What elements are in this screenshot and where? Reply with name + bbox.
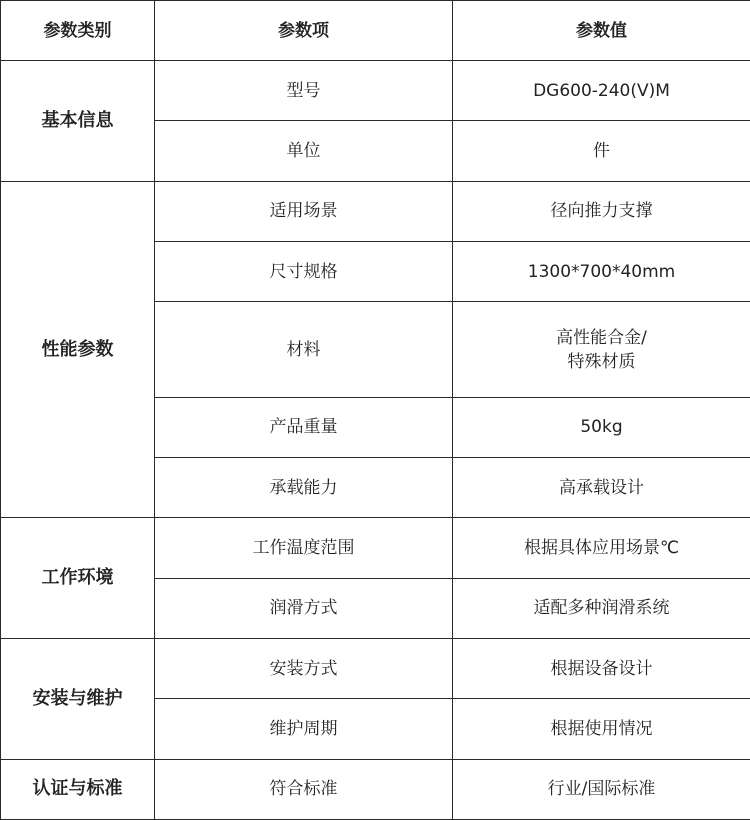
param-item: 润滑方式 (155, 578, 453, 638)
param-value: 高承载设计 (453, 458, 750, 518)
header-item: 参数项 (155, 1, 453, 61)
header-value: 参数值 (453, 1, 750, 61)
param-value: 根据使用情况 (453, 699, 750, 759)
param-item: 尺寸规格 (155, 241, 453, 301)
param-item: 安装方式 (155, 639, 453, 699)
table-row (1, 759, 750, 819)
param-value: 高性能合金/ 特殊材质 (453, 302, 750, 398)
param-item: 型号 (155, 61, 453, 121)
table-row (1, 181, 750, 241)
category-basic-info: 基本信息 (1, 61, 155, 182)
category-certification-standards: 认证与标准 (1, 759, 155, 819)
table-row (1, 518, 750, 578)
category-performance: 性能参数 (1, 181, 155, 518)
param-value: 50kg (453, 397, 750, 457)
category-installation-maintenance: 安装与维护 (1, 639, 155, 760)
param-value: DG600-240(V)M (453, 61, 750, 121)
table-row (1, 61, 750, 121)
param-value: 根据具体应用场景℃ (453, 518, 750, 578)
param-item: 工作温度范围 (155, 518, 453, 578)
param-value: 行业/国际标准 (453, 759, 750, 819)
param-item: 产品重量 (155, 397, 453, 457)
param-item: 符合标准 (155, 759, 453, 819)
param-value: 径向推力支撑 (453, 181, 750, 241)
param-item: 适用场景 (155, 181, 453, 241)
param-value: 件 (453, 121, 750, 181)
param-value: 1300*700*40mm (453, 241, 750, 301)
param-item: 材料 (155, 302, 453, 398)
table-row (1, 639, 750, 699)
header-category: 参数类别 (1, 1, 155, 61)
param-value: 适配多种润滑系统 (453, 578, 750, 638)
table-header-row (1, 1, 750, 61)
param-value: 根据设备设计 (453, 639, 750, 699)
param-item: 维护周期 (155, 699, 453, 759)
param-item: 单位 (155, 121, 453, 181)
param-item: 承载能力 (155, 458, 453, 518)
category-work-environment: 工作环境 (1, 518, 155, 639)
